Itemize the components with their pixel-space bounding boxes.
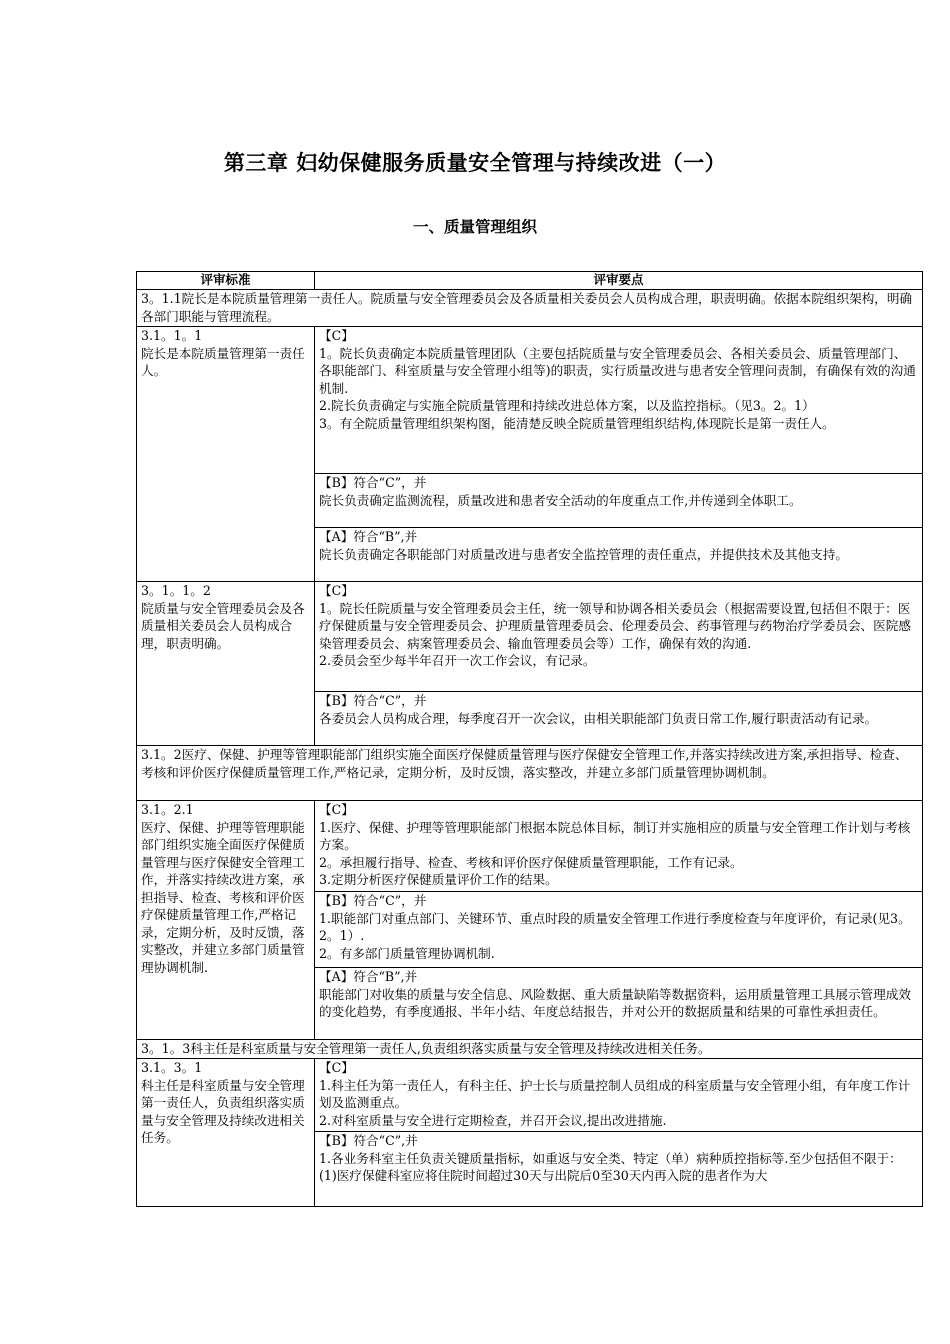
- standard-cell: [137, 582, 315, 746]
- level-c-cell: [315, 327, 923, 474]
- level-c-cell: [315, 1059, 923, 1132]
- level-b-cell: [315, 1132, 923, 1207]
- level-b-cell: [315, 474, 923, 528]
- level-line: 【B】符合“C”,并: [319, 1133, 418, 1148]
- level-line: 【C】: [319, 1060, 354, 1075]
- standard-code: 3.1。2.1: [141, 802, 194, 817]
- level-line: 2.对科室质量与安全进行定期检查，并召开会议,提出改进措施.: [319, 1112, 667, 1128]
- page-title: 第三章 妇幼保健服务质量安全管理与持续改进（一）: [223, 151, 727, 175]
- standard-cell: [137, 801, 315, 1040]
- table-header-row: [137, 272, 923, 290]
- table-row: [137, 327, 923, 474]
- level-line: 1。院长任院质量与安全管理委员会主任，统一领导和协调各相关委员会（根据需要设置,包括但不限于：医疗保健质量与安全管理委员会、护理质量管理委员会、伦理委员会、药事管理与药物治疗学委员会、医院感染管理委员会、病案管理委员会、输血管理委员会等）工作，确保有效的沟通.: [319, 600, 911, 651]
- review-table: [136, 271, 923, 1207]
- group-heading: 3。1.1院长是本院质量管理第一责任人。院质量与安全管理委员会及各质量相关委员会人员构成合理，职责明确。依据本院组织架构，明确各部门职能与管理流程。: [137, 290, 923, 327]
- standard-cell: [137, 327, 315, 582]
- level-line: 院长负责确定监测流程，质量改进和患者安全活动的年度重点工作,并传递到全体职工。: [319, 492, 802, 508]
- level-a-cell: [315, 528, 923, 582]
- level-line: 【A】符合“B”,并: [319, 969, 418, 984]
- level-line: 1.职能部门对重点部门、关键环节、重点时段的质量安全管理工作进行季度检查与年度评价，有记录(见3。2。1）.: [319, 910, 911, 943]
- level-line: 院长负责确定各职能部门对质量改进与患者安全监控管理的责任重点，并提供技术及其他支持。: [319, 546, 848, 562]
- level-line: 【B】符合“C”，并: [319, 475, 427, 490]
- standard-text: 院质量与安全管理委员会及各质量相关委员会人员构成合理，职责明确。: [141, 600, 305, 651]
- level-line: 【C】: [319, 583, 354, 598]
- section-title: 一、质量管理组织: [412, 218, 537, 236]
- level-line: 1.医疗、保健、护理等管理职能部门根据本院总体目标，制订并实施相应的质量与安全管理工作计划与考核方案。: [319, 819, 911, 852]
- level-line: 2。承担履行指导、检查、考核和评价医疗保健质量管理职能，工作有记录。: [319, 854, 743, 870]
- group-heading: 3.1。2医疗、保健、护理等管理职能部门组织实施全面医疗保健质量管理与医疗保健安全管理工作,并落实持续改进方案,承担指导、检查、考核和评价医疗保健质量管理工作,严格记录，定期分析，及时反馈，落实整改，并建立多部门质量管理协调机制。: [137, 746, 923, 801]
- table-row: [137, 582, 923, 692]
- level-line: 【B】符合“C”，并: [319, 693, 427, 708]
- level-line: 3.定期分析医疗保健质量评价工作的结果。: [319, 872, 558, 887]
- level-line: 各委员会人员构成合理，每季度召开一次会议，由相关职能部门负责日常工作,履行职责活动有记录。: [319, 710, 878, 726]
- standard-text: 院长是本院质量管理第一责任人。: [141, 345, 305, 378]
- level-line: 2。有多部门质量管理协调机制.: [319, 945, 495, 961]
- level-line: 【B】符合“C”，并: [319, 893, 427, 908]
- level-b-cell: [315, 892, 923, 968]
- level-line: 1.各业务科室主任负责关键质量指标，如重返与安全类、特定（单）病种质控指标等.至少包括但不限于：: [319, 1150, 902, 1166]
- table-row: [137, 801, 923, 892]
- level-line: 【C】: [319, 328, 354, 343]
- level-c-cell: [315, 801, 923, 892]
- standard-text: 医疗、保健、护理等管理职能部门组织实施全面医疗保健质量管理与医疗保健安全管理工作，并落实持续改进方案，承担指导、检查、考核和评价医疗保健质量管理工作,严格记录，定期分析，及时反馈，落实整改，并建立多部门质量管理协调机制.: [141, 819, 305, 975]
- level-line: 职能部门对收集的质量与安全信息、风险数据、重大质量缺陷等数据资料，运用质量管理工具展示管理成效的变化趋势，有季度通报、半年小结、年度总结报告，并对公开的数据质量和结果的可靠性承担责任。: [319, 986, 911, 1019]
- group-heading-row: [137, 290, 923, 327]
- standard-text: 科主任是科室质量与安全管理第一责任人，负责组织落实质量与安全管理及持续改进相关任务。: [141, 1077, 305, 1145]
- table-row: [137, 1059, 923, 1132]
- standard-code: 3.1。1。1: [141, 328, 203, 343]
- level-line: 【A】符合“B”,并: [319, 529, 418, 544]
- group-heading-row: [137, 746, 923, 801]
- level-a-cell: [315, 968, 923, 1040]
- standard-code: 3.1。3。1: [141, 1060, 203, 1075]
- level-c-cell: [315, 582, 923, 692]
- standard-code: 3。1。1。2: [141, 583, 211, 598]
- level-line: 3。有全院质量管理组织架构图，能清楚反映全院质量管理组织结构,体现院长是第一责任人。: [319, 415, 835, 431]
- level-line: 1.科主任为第一责任人，有科主任、护士长与质量控制人员组成的科室质量与安全管理小组，有年度工作计划及监测重点。: [319, 1077, 911, 1110]
- level-line: 2.委员会至少每半年召开一次工作会议，有记录。: [319, 653, 596, 668]
- standard-cell: [137, 1059, 315, 1207]
- level-line: (1)医疗保健科室应将住院时间超过30天与出院后0至30天内再入院的患者作为大: [319, 1168, 768, 1183]
- level-b-cell: [315, 692, 923, 746]
- level-line: 2.院长负责确定与实施全院质量管理和持续改进总体方案，以及监控指标。（见3。2。1）: [319, 398, 815, 413]
- group-heading-row: [137, 1040, 923, 1059]
- level-line: 【C】: [319, 802, 354, 817]
- header-key-points: 评审要点: [315, 272, 923, 290]
- level-line: 1。院长负责确定本院质量管理团队（主要包括院质量与安全管理委员会、各相关委员会、质量管理部门、各职能部门、科室质量与安全管理小组等)的职责，实行质量改进与患者安全管理问责制，有确保有效的沟通机制.: [319, 345, 916, 396]
- header-standard: 评审标准: [137, 272, 315, 290]
- group-heading: 3。1。3科主任是科室质量与安全管理第一责任人,负责组织落实质量与安全管理及持续改进相关任务。: [137, 1040, 923, 1059]
